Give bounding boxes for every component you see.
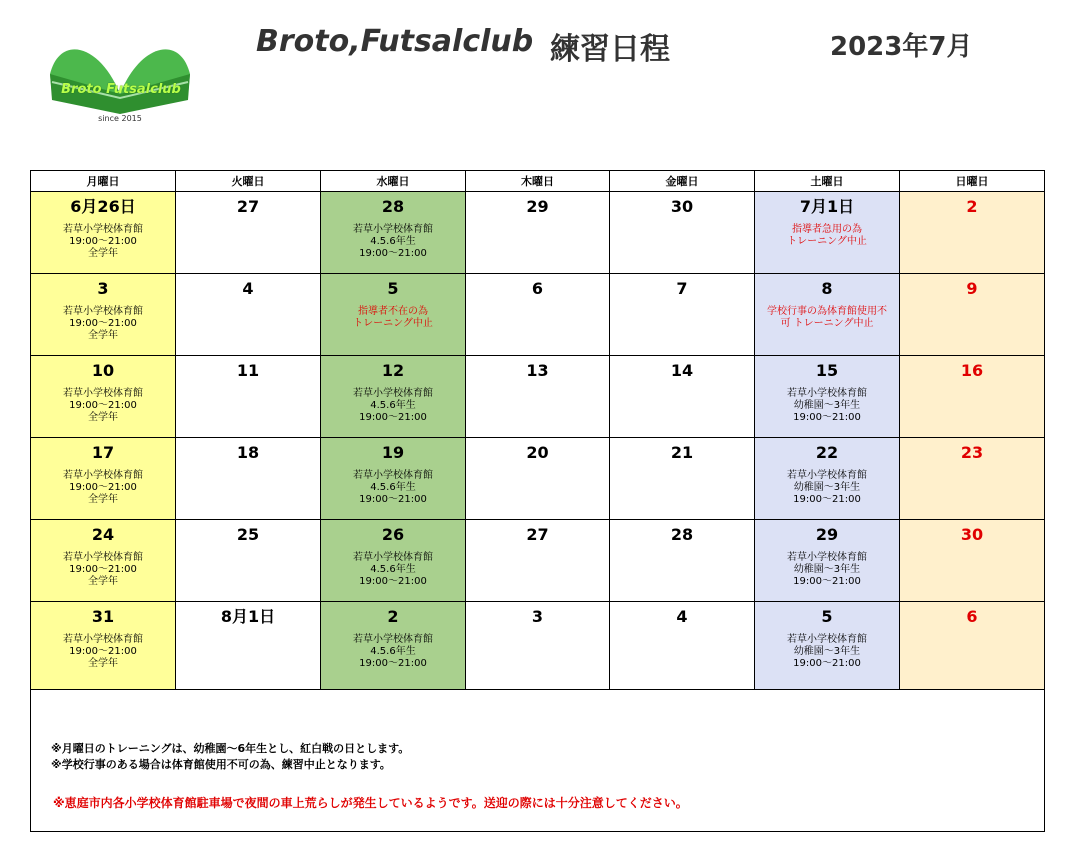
day-number: 24 [91, 525, 115, 544]
calendar-day-cell [321, 520, 466, 602]
day-number: 6 [966, 607, 978, 626]
practice-note: 若草小学校体育館 幼稚園～3年生 19:00～21:00 [787, 634, 867, 669]
calendar-day-cell [610, 356, 755, 438]
calendar-day-cell [176, 274, 321, 356]
day-number: 28 [381, 197, 405, 216]
calendar-day-cell [176, 520, 321, 602]
calendar-day-cell [755, 438, 900, 520]
day-number: 28 [670, 525, 694, 544]
footer-note-warning: ※恵庭市内各小学校体育館駐車場で夜間の車上荒らしが発生しているようです。送迎の際には十分注意してください。 [53, 796, 688, 810]
calendar-day-cell [31, 438, 176, 520]
day-number: 10 [91, 361, 115, 380]
day-number: 16 [960, 361, 984, 380]
calendar-day-cell [755, 602, 900, 690]
calendar-day-cell [610, 192, 755, 274]
day-number: 27 [236, 197, 260, 216]
calendar-day-cell [755, 274, 900, 356]
calendar-day-cell [321, 274, 466, 356]
schedule-calendar [30, 170, 1045, 690]
practice-note: 若草小学校体育館 19:00～21:00 全学年 [63, 306, 143, 341]
practice-note: 若草小学校体育館 幼稚園～3年生 19:00～21:00 [787, 552, 867, 587]
day-number: 23 [960, 443, 984, 462]
calendar-week-row [31, 520, 1045, 602]
calendar-day-cell [31, 520, 176, 602]
calendar-week-row [31, 192, 1045, 274]
day-number: 2 [387, 607, 399, 626]
day-number: 30 [960, 525, 984, 544]
day-number: 8月1日 [220, 607, 276, 626]
calendar-week-row [31, 438, 1045, 520]
calendar-day-cell [900, 192, 1045, 274]
day-number: 19 [381, 443, 405, 462]
calendar-day-cell [900, 520, 1045, 602]
calendar-day-cell [466, 438, 610, 520]
day-number: 9 [966, 279, 978, 298]
calendar-day-cell [900, 438, 1045, 520]
calendar-day-cell [466, 192, 610, 274]
cancellation-note: 指導者不在の為 トレーニング中止 [353, 306, 433, 329]
calendar-day-cell [321, 438, 466, 520]
calendar-day-cell [31, 192, 176, 274]
practice-note: 若草小学校体育館 19:00～21:00 全学年 [63, 388, 143, 423]
calendar-day-cell [321, 192, 466, 274]
calendar-day-cell [31, 356, 176, 438]
weekday-header: 火曜日 [176, 171, 321, 192]
day-number: 29 [815, 525, 839, 544]
calendar-day-cell [176, 356, 321, 438]
weekday-header: 木曜日 [466, 171, 610, 192]
practice-note: 若草小学校体育館 4.5.6年生 19:00～21:00 [353, 388, 433, 423]
practice-note: 若草小学校体育館 幼稚園～3年生 19:00～21:00 [787, 388, 867, 423]
day-number: 3 [531, 607, 544, 626]
practice-note: 若草小学校体育館 19:00～21:00 全学年 [63, 634, 143, 669]
day-number: 6 [531, 279, 544, 298]
calendar-body [31, 192, 1045, 690]
day-number: 11 [236, 361, 260, 380]
footer-note-monday: ※月曜日のトレーニングは、幼稚園～6年生とし、紅白戦の日とします。 [51, 742, 410, 755]
practice-note: 若草小学校体育館 4.5.6年生 19:00～21:00 [353, 470, 433, 505]
practice-note: 若草小学校体育館 19:00～21:00 全学年 [63, 552, 143, 587]
day-number: 26 [381, 525, 405, 544]
day-number: 5 [387, 279, 399, 298]
calendar-day-cell [610, 520, 755, 602]
weekday-header: 日曜日 [900, 171, 1045, 192]
day-number: 8 [821, 279, 833, 298]
weekday-header: 土曜日 [755, 171, 900, 192]
weekday-header-row [31, 171, 1045, 192]
footer-notes [30, 690, 1045, 832]
day-number: 30 [670, 197, 694, 216]
calendar-day-cell [321, 602, 466, 690]
day-number: 4 [676, 607, 688, 626]
day-number: 12 [381, 361, 405, 380]
day-number: 3 [97, 279, 109, 298]
logo-since: since 2015 [98, 114, 142, 123]
weekday-header: 月曜日 [31, 171, 176, 192]
logo-text: Broto Futsalclub [61, 82, 181, 97]
month-label: 2023年7月 [830, 32, 973, 62]
day-number: 7 [676, 279, 688, 298]
day-number: 17 [91, 443, 115, 462]
day-number: 21 [670, 443, 694, 462]
calendar-day-cell [31, 274, 176, 356]
weekday-header: 金曜日 [610, 171, 755, 192]
calendar-day-cell [610, 602, 755, 690]
day-number: 29 [526, 197, 549, 216]
day-number: 2 [966, 197, 978, 216]
calendar-week-row [31, 274, 1045, 356]
cancellation-note: 学校行事の為体育館使用不 可 トレーニング中止 [767, 306, 887, 329]
day-number: 31 [91, 607, 115, 626]
practice-note: 若草小学校体育館 19:00～21:00 全学年 [63, 224, 143, 259]
weekday-header: 水曜日 [321, 171, 466, 192]
page-subtitle: 練習日程 [550, 32, 670, 67]
practice-note: 若草小学校体育館 4.5.6年生 19:00～21:00 [353, 634, 433, 669]
calendar-day-cell [610, 274, 755, 356]
page-title: Broto,Futsalclub [256, 24, 534, 59]
day-number: 7月1日 [799, 197, 855, 216]
day-number: 18 [236, 443, 260, 462]
day-number: 13 [526, 361, 549, 380]
calendar-week-row [31, 602, 1045, 690]
calendar-day-cell [466, 520, 610, 602]
day-number: 22 [815, 443, 839, 462]
day-number: 14 [670, 361, 694, 380]
club-logo [40, 34, 200, 130]
cancellation-note: 指導者急用の為 トレーニング中止 [787, 224, 867, 247]
day-number: 27 [526, 525, 549, 544]
calendar-day-cell [466, 602, 610, 690]
calendar-day-cell [321, 356, 466, 438]
calendar-day-cell [900, 356, 1045, 438]
day-number: 6月26日 [70, 197, 136, 216]
calendar-day-cell [176, 602, 321, 690]
calendar-day-cell [176, 192, 321, 274]
day-number: 15 [815, 361, 839, 380]
calendar-day-cell [176, 438, 321, 520]
calendar-day-cell [466, 274, 610, 356]
day-number: 4 [242, 279, 254, 298]
calendar-day-cell [31, 602, 176, 690]
practice-note: 若草小学校体育館 幼稚園～3年生 19:00～21:00 [787, 470, 867, 505]
calendar-day-cell [755, 520, 900, 602]
practice-note: 若草小学校体育館 19:00～21:00 全学年 [63, 470, 143, 505]
day-number: 5 [821, 607, 833, 626]
calendar-day-cell [900, 602, 1045, 690]
calendar-day-cell [755, 356, 900, 438]
calendar-week-row [31, 356, 1045, 438]
day-number: 25 [236, 525, 260, 544]
calendar-day-cell [755, 192, 900, 274]
day-number: 20 [526, 443, 549, 462]
practice-note: 若草小学校体育館 4.5.6年生 19:00～21:00 [353, 552, 433, 587]
calendar-day-cell [610, 438, 755, 520]
calendar-day-cell [466, 356, 610, 438]
calendar-day-cell [900, 274, 1045, 356]
practice-note: 若草小学校体育館 4.5.6年生 19:00～21:00 [353, 224, 433, 259]
footer-note-school-events: ※学校行事のある場合は体育館使用不可の為、練習中止となります。 [51, 758, 391, 771]
